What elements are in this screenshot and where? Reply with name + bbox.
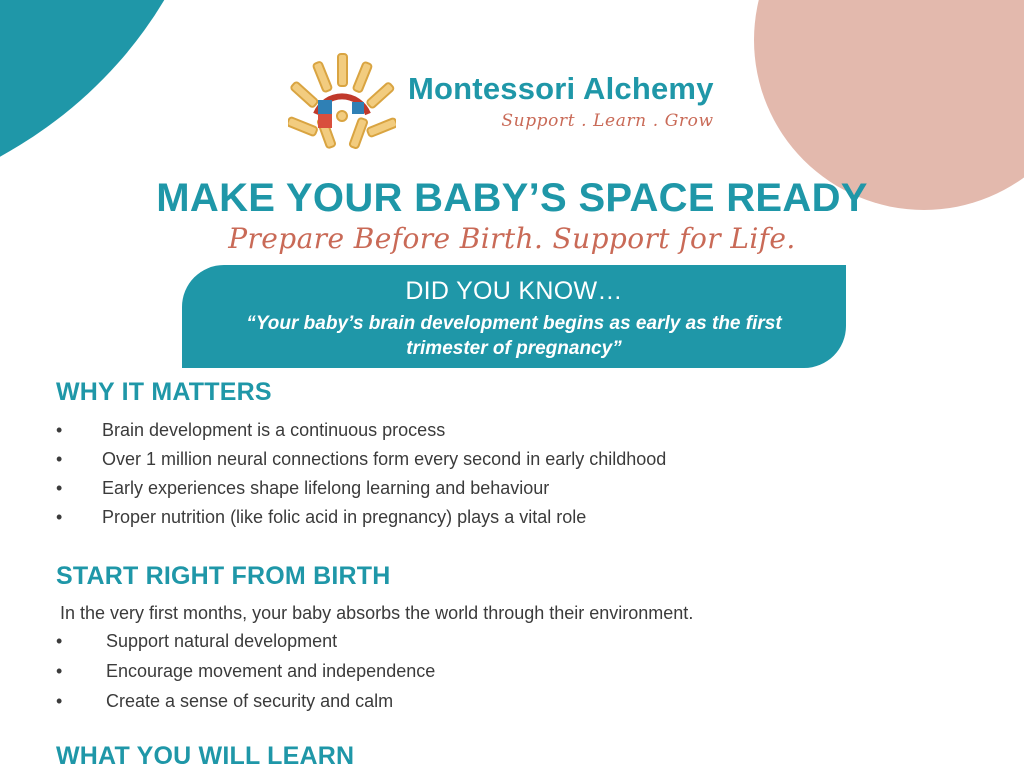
bullet-icon: • bbox=[56, 420, 63, 440]
list-item-label: Over 1 million neural connections form every second in early childhood bbox=[102, 449, 667, 469]
list-item bbox=[56, 479, 956, 497]
list-item bbox=[56, 662, 956, 680]
list-item-label: Support natural development bbox=[106, 631, 338, 651]
bullet-icon: • bbox=[56, 691, 63, 711]
page-subtitle: Prepare Before Birth. Support for Life. bbox=[228, 222, 796, 255]
list-item-label: Proper nutrition (like folic acid in pregnancy) plays a vital role bbox=[102, 507, 587, 527]
list-item-label: Create a sense of security and calm bbox=[106, 691, 394, 711]
list-item bbox=[56, 632, 956, 650]
banner-quote: “Your baby’s brain development begins as early as the first trimester of pregnancy” bbox=[246, 312, 782, 359]
brand-name: Montessori Alchemy bbox=[408, 70, 714, 106]
brand-text bbox=[408, 70, 714, 132]
sunburst-montessori-logo-icon bbox=[288, 52, 396, 152]
section-why-it-matters bbox=[56, 378, 956, 537]
section-what-you-will-learn bbox=[56, 742, 956, 768]
list-item bbox=[56, 421, 956, 439]
bullet-icon: • bbox=[56, 507, 63, 527]
list-item bbox=[56, 450, 956, 468]
section-start-right-from-birth bbox=[56, 562, 956, 722]
bullet-list bbox=[56, 632, 956, 710]
bullet-icon: • bbox=[56, 449, 63, 469]
banner-title: DID YOU KNOW… bbox=[405, 277, 623, 305]
list-item bbox=[56, 508, 956, 526]
did-you-know-banner bbox=[182, 265, 846, 368]
list-item-label: Early experiences shape lifelong learning and behaviour bbox=[102, 478, 550, 498]
section-title: START RIGHT FROM BIRTH bbox=[56, 562, 391, 590]
page-title: MAKE YOUR BABY’S SPACE READY bbox=[156, 176, 868, 220]
bullet-icon: • bbox=[56, 631, 63, 651]
brand-logo bbox=[288, 52, 714, 152]
brand-tagline: Support . Learn . Grow bbox=[501, 111, 714, 132]
list-item bbox=[56, 692, 956, 710]
section-title: WHY IT MATTERS bbox=[56, 378, 272, 406]
bullet-list bbox=[56, 421, 956, 526]
bullet-icon: • bbox=[56, 478, 63, 498]
bullet-icon: • bbox=[56, 661, 63, 681]
list-item-label: Brain development is a continuous process bbox=[102, 420, 446, 440]
section-title: WHAT YOU WILL LEARN bbox=[56, 742, 355, 768]
section-intro: In the very first months, your baby absorbs the world through their environment. bbox=[60, 603, 694, 623]
list-item-label: Encourage movement and independence bbox=[106, 661, 436, 681]
